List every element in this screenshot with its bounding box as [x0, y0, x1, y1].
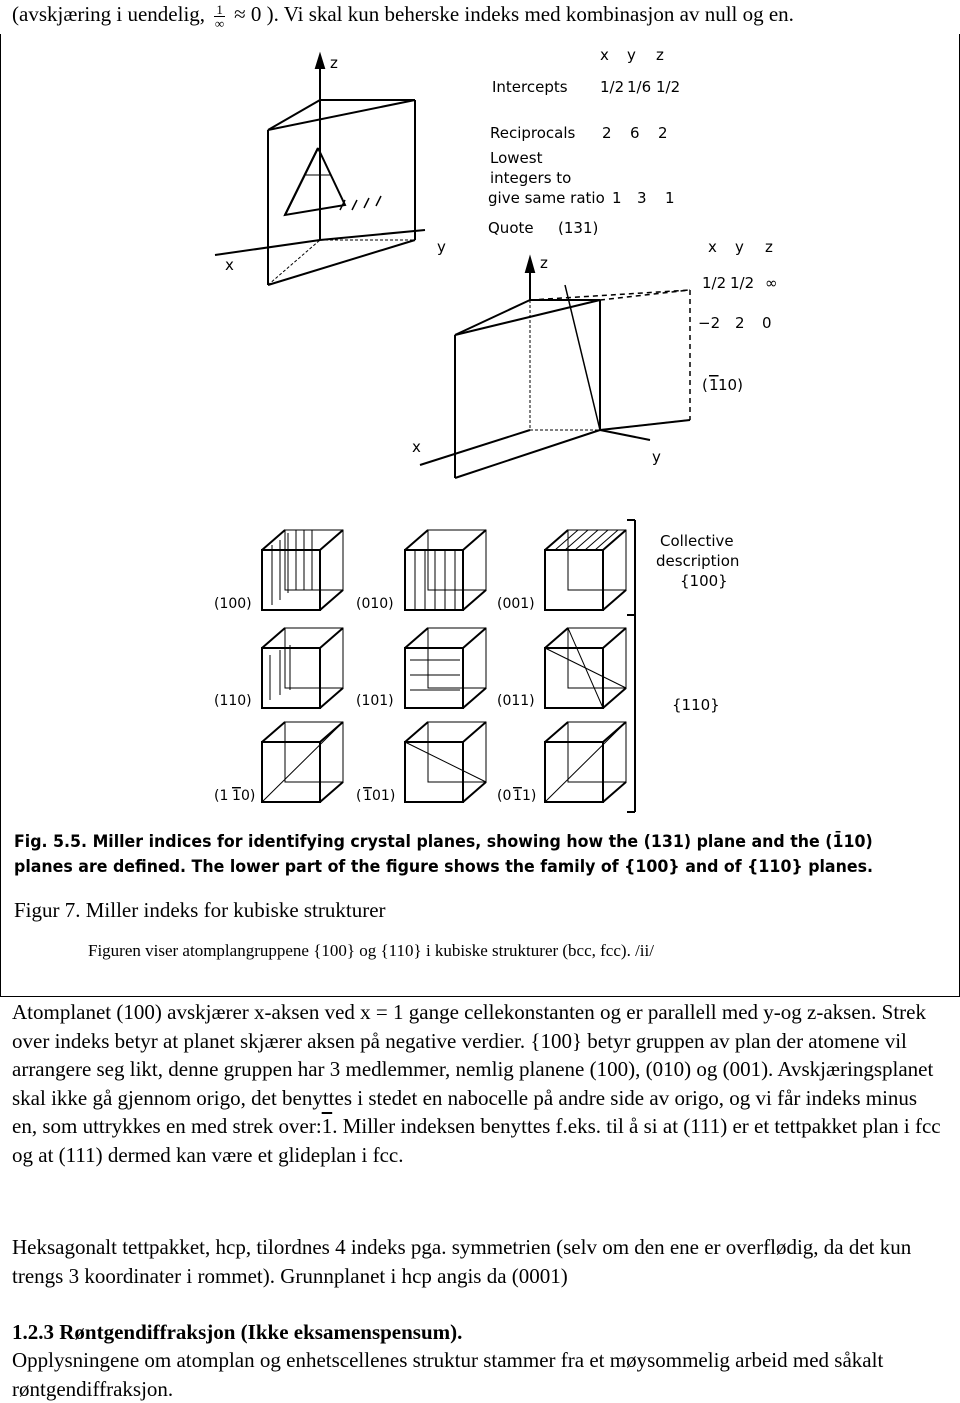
intercept-y: 1/6: [627, 78, 652, 96]
t1-head-x: x: [600, 46, 609, 64]
lowest-label-3: give same ratio: [488, 189, 605, 207]
label-1bar01-post: 01): [372, 788, 396, 804]
label-110: (110): [214, 693, 252, 709]
label-1bar01-pre: (: [356, 788, 362, 804]
section-heading: 1.2.3 Røntgendiffraksjon (Ikke eksamenspensum).: [12, 1320, 463, 1344]
t2-row1-x: 1/2: [702, 274, 727, 292]
t1-head-y: y: [627, 46, 636, 64]
axis-z-2: z: [540, 254, 548, 272]
figure-subtitle: Figuren viser atomplangruppene {100} og {110} i kubiske strukturer (bcc, fcc). /ii/: [88, 941, 654, 960]
label-01bar1-post: 1): [522, 788, 537, 804]
t2-row1-z: ∞: [765, 274, 778, 292]
collective-line3: {100}: [680, 572, 728, 590]
lowest-label-2: integers to: [490, 169, 572, 187]
label-1bar01-bar: 1: [363, 788, 372, 804]
t2-result-open: (: [702, 376, 708, 394]
reciprocals-label: Reciprocals: [490, 124, 576, 142]
paragraph-3: Opplysningene om atomplan og enhetscellenes struktur stammer fra et møysommelig arbeid med såkalt røntgendiffraksjon.: [12, 1348, 884, 1401]
label-01bar1-pre: (0: [497, 788, 512, 804]
lowest-z: 1: [665, 189, 675, 207]
label-100: (100): [214, 596, 252, 612]
label-1bar10-bar: 1: [232, 788, 241, 804]
t2-result-bar: 1: [709, 376, 719, 394]
label-01bar1-bar: 1: [513, 788, 522, 804]
figure-title: Figur 7. Miller indeks for kubiske strukturer: [14, 898, 386, 922]
cube-110: [420, 258, 690, 478]
intercept-z: 1/2: [656, 78, 681, 96]
lowest-y: 3: [637, 189, 647, 207]
t2-row2-x: −2: [698, 314, 721, 332]
paragraph-2: Heksagonalt tettpakket, hcp, tilordnes 4 indeks pga. symmetrien (selv om den ene er overflødig, da det kun trengs 3 koordinater i rommet). Grunnplanet i hcp angis da (0001): [12, 1235, 912, 1288]
intercept-x: 1/2: [600, 78, 625, 96]
axis-x-1: x: [225, 256, 234, 274]
label-011: (011): [497, 693, 535, 709]
figure-caption: Fig. 5.5. Miller indices for identifying crystal planes, showing how the (131) plane and the (1̄10) planes are defined. The lower part of the figure shows the family of {100} and of {110} planes.: [14, 832, 874, 877]
label-001: (001): [497, 596, 535, 612]
lowest-x: 1: [612, 189, 622, 207]
t2-row2-y: 2: [735, 314, 745, 332]
axis-x-2: x: [412, 438, 421, 456]
intro-text-end: ≈ 0 ). Vi skal kun beherske indeks med kombinasjon av null og en.: [234, 2, 794, 26]
collective-line2: description: [656, 552, 740, 570]
reciprocal-y: 6: [630, 124, 640, 142]
t2-head-x: x: [708, 238, 717, 256]
lowest-label-1: Lowest: [490, 149, 543, 167]
axis-y-1: y: [437, 238, 446, 256]
axis-z-1: z: [330, 54, 338, 72]
t2-result-rest: 10): [718, 376, 743, 394]
fraction: $\frac{1}{\infty}$: [214, 1, 225, 31]
intercepts-label: Intercepts: [492, 78, 568, 96]
t2-row2-z: 0: [762, 314, 772, 332]
label-101: (101): [356, 693, 394, 709]
intro-text: (avskjæring i uendelig,: [12, 2, 206, 26]
label-010: (010): [356, 596, 394, 612]
axis-y-2: y: [652, 448, 661, 466]
t1-head-z: z: [656, 46, 664, 64]
quote-value: (131): [558, 219, 599, 237]
label-1bar10-post: 0): [241, 788, 256, 804]
t2-head-z: z: [765, 238, 773, 256]
paragraph-1: Atomplanet (100) avskjærer x-aksen ved x = 1 gange cellekonstanten og er parallell med y-og z-aksen. Strek over indeks betyr at planet skjærer aksen på negative verdier. {100} betyr gruppen av plan der atomene vil arrangere seg likt, denne gruppen har 3 medlemmer, nemlig planene (100), (010) og (001). Avskjæringsplanet skal ikke gå gjennom origo, det benyttes i stedet en nabocelle på andre side av origo, og vi får indeks minus en, som uttrykkes en med strek over:1. Miller indeksen benyttes f.eks. til å si at (111) er et tettpakket plan i fcc og at (111) dermed kan være et glideplan i fcc.: [12, 1000, 941, 1167]
overline-one: 1: [321, 1114, 333, 1138]
collective-line1: Collective: [660, 532, 734, 550]
group-110-label: {110}: [672, 696, 720, 714]
cube-131: [215, 55, 425, 285]
label-1bar10-pre: (1: [214, 788, 229, 804]
reciprocal-x: 2: [602, 124, 612, 142]
t2-row1-y: 1/2: [730, 274, 755, 292]
quote-label: Quote: [488, 219, 534, 237]
reciprocal-z: 2: [658, 124, 668, 142]
t2-head-y: y: [735, 238, 744, 256]
